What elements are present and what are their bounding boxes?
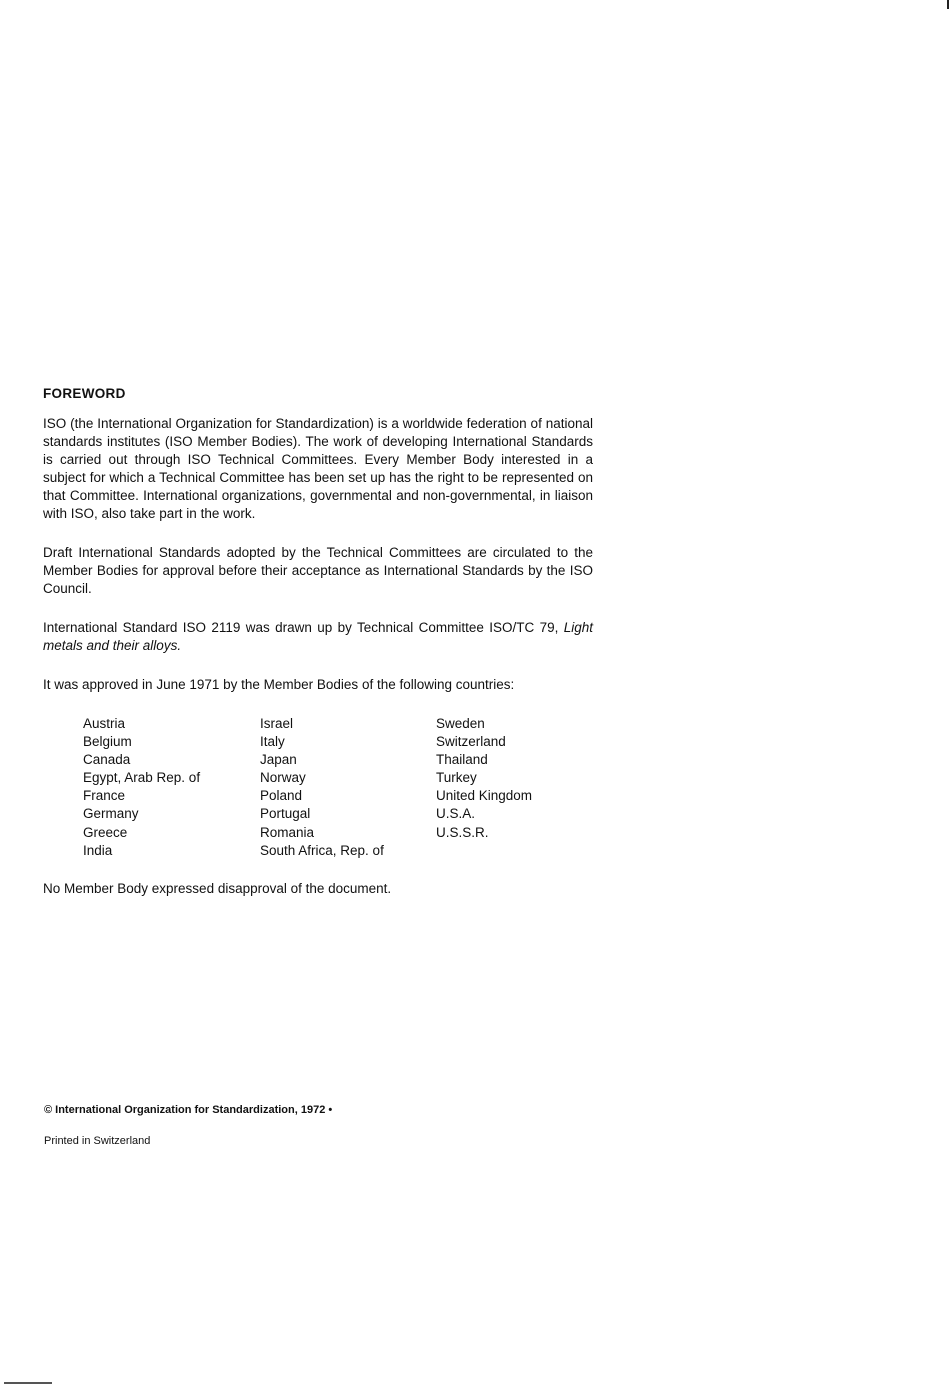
country-name: South Africa, Rep. of (260, 842, 384, 858)
country-name: Israel (260, 716, 294, 731)
country-name: Portugal (260, 806, 311, 822)
member-countries-list (83, 715, 593, 860)
countries-column-1 (83, 715, 260, 860)
country-name: France (83, 788, 126, 804)
copyright-notice: © International Organization for Standardization, 1972 • (44, 1104, 333, 1116)
paragraph-3-text: International Standard ISO 2119 was drawn up by Technical Committee ISO/TC 79, (43, 620, 564, 635)
country-name: Belgium (83, 734, 132, 750)
country-name: U.S.A. (436, 806, 476, 822)
country-name: Norway (260, 770, 306, 786)
country-name: Canada (83, 752, 131, 768)
country-name: Thailand (436, 752, 488, 768)
country-name: India (83, 842, 113, 858)
country-name: United Kingdom (436, 788, 533, 804)
country-name: Germany (83, 806, 139, 822)
country-name: Turkey (436, 770, 477, 786)
country-name: Poland (260, 788, 303, 804)
countries-column-2 (260, 715, 436, 860)
country-name: Sweden (436, 716, 485, 731)
committee-title: Light metals and their alloys. (43, 620, 593, 653)
foreword-paragraph-3 (43, 619, 593, 655)
foreword-paragraph-2: Draft International Standards adopted by the Technical Committees are circulated to the Member Bodies for approval before their acceptance as International Standards by the ISO Council. (43, 545, 593, 596)
foreword-paragraph-5: No Member Body expressed disapproval of the document. (43, 880, 392, 896)
foreword-heading: FOREWORD (43, 386, 126, 401)
page-edge-mark (947, 0, 949, 9)
country-name: Greece (83, 824, 128, 840)
foreword-paragraph-1: ISO (the International Organization for Standardization) is a worldwide federation of national standards institutes (ISO Member Bodies). The work of developing International Standards is carried out through ISO Technical Committees. Every Member Body interested in a subject for which a Technical Committee has been set up has the right to be represented on that Committee. International organizations, governmental and non-governmental, in liaison with ISO, also take part in the work. (43, 416, 593, 521)
foreword-paragraph-4: It was approved in June 1971 by the Member Bodies of the following countries: (43, 677, 515, 692)
printed-in-note: Printed in Switzerland (44, 1135, 151, 1147)
scan-artifact-line (4, 1382, 52, 1384)
country-name: Austria (83, 716, 126, 731)
foreword-section (43, 385, 593, 919)
country-name: Egypt, Arab Rep. of (83, 770, 201, 786)
countries-column-3 (436, 715, 596, 860)
country-name: Switzerland (436, 734, 506, 750)
country-name: Romania (260, 824, 315, 840)
country-name: Japan (260, 752, 297, 768)
country-name: Italy (260, 734, 285, 750)
country-name: U.S.S.R. (436, 824, 489, 840)
